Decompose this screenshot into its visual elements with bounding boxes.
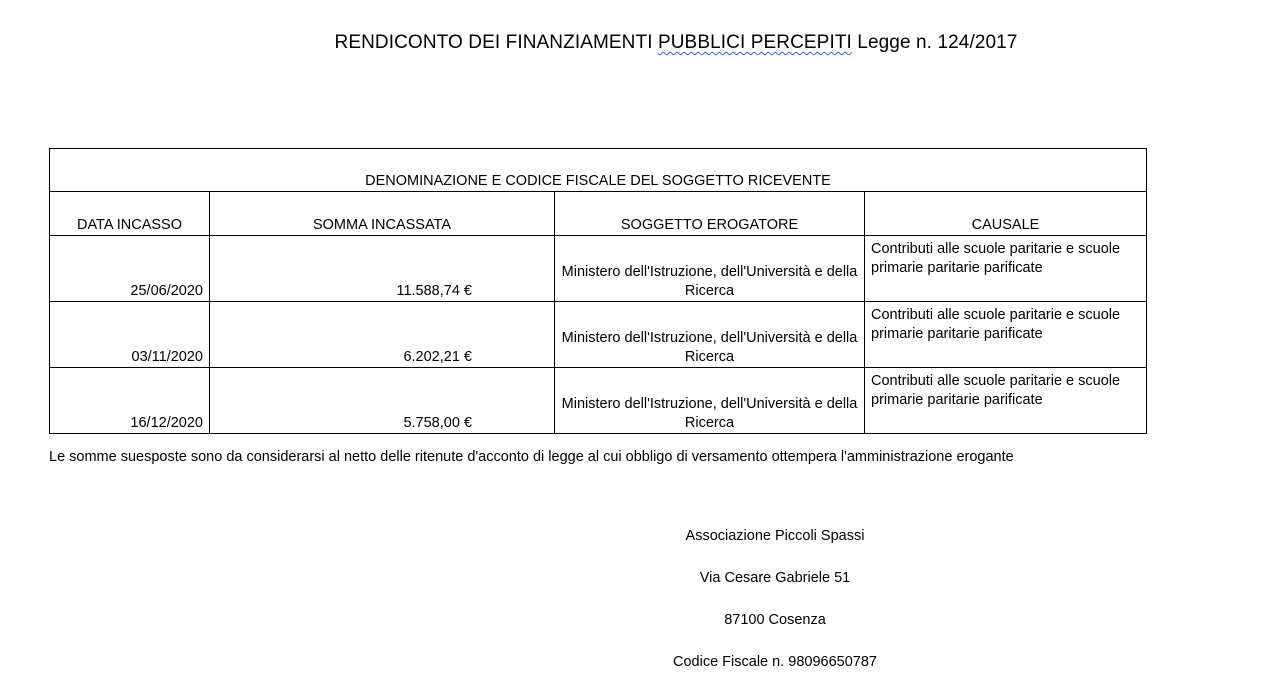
date-cell: 25/06/2020 <box>50 236 210 302</box>
title-text-end: Legge n. 124/2017 <box>851 32 1018 53</box>
withholding-note: Le somme suesposte sono da considerarsi al netto delle ritenute d'acconto di legge al cui obbligo di versamento ottempera l'amministrazione erogante <box>49 449 1014 465</box>
table-row <box>50 236 1147 302</box>
causale-cell: Contributi alle scuole paritarie e scuole primarie paritarie parificate <box>865 302 1147 368</box>
association-city: 87100 Cosenza <box>724 612 826 628</box>
table-row <box>50 368 1147 434</box>
amount-cell: 11.588,74 € <box>210 236 555 302</box>
column-header-amount: SOMMA INCASSATA <box>210 192 555 236</box>
fiscal-code: Codice Fiscale n. 98096650787 <box>673 654 877 670</box>
column-headers-row <box>50 192 1147 236</box>
causale-cell: Contributi alle scuole paritarie e scuole primarie paritarie parificate <box>865 236 1147 302</box>
association-address: Via Cesare Gabriele 51 <box>699 570 851 586</box>
date-cell: 16/12/2020 <box>50 368 210 434</box>
erogatore-cell: Ministero dell'Istruzione, dell'Università e della Ricerca <box>555 236 865 302</box>
recipient-header: DENOMINAZIONE E CODICE FISCALE DEL SOGGETTO RICEVENTE <box>50 149 1147 192</box>
column-header-erogatore: SOGGETTO EROGATORE <box>555 192 865 236</box>
table-row <box>50 302 1147 368</box>
column-header-causale: CAUSALE <box>865 192 1147 236</box>
erogatore-cell: Ministero dell'Istruzione, dell'Università e della Ricerca <box>555 368 865 434</box>
causale-cell: Contributi alle scuole paritarie e scuole primarie paritarie parificate <box>865 368 1147 434</box>
document-title <box>0 32 1272 54</box>
table-header-row <box>50 149 1147 192</box>
erogatore-cell: Ministero dell'Istruzione, dell'Università e della Ricerca <box>555 302 865 368</box>
amount-cell: 6.202,21 € <box>210 302 555 368</box>
title-text-start: RENDICONTO DEI FINANZIAMENTI <box>334 32 658 53</box>
association-name: Associazione Piccoli Spassi <box>685 528 865 544</box>
column-header-date: DATA INCASSO <box>50 192 210 236</box>
funding-table <box>49 148 1147 434</box>
title-text-underlined: PUBBLICI PERCEPITI <box>657 32 852 53</box>
signature-block <box>575 527 975 695</box>
date-cell: 03/11/2020 <box>50 302 210 368</box>
amount-cell: 5.758,00 € <box>210 368 555 434</box>
